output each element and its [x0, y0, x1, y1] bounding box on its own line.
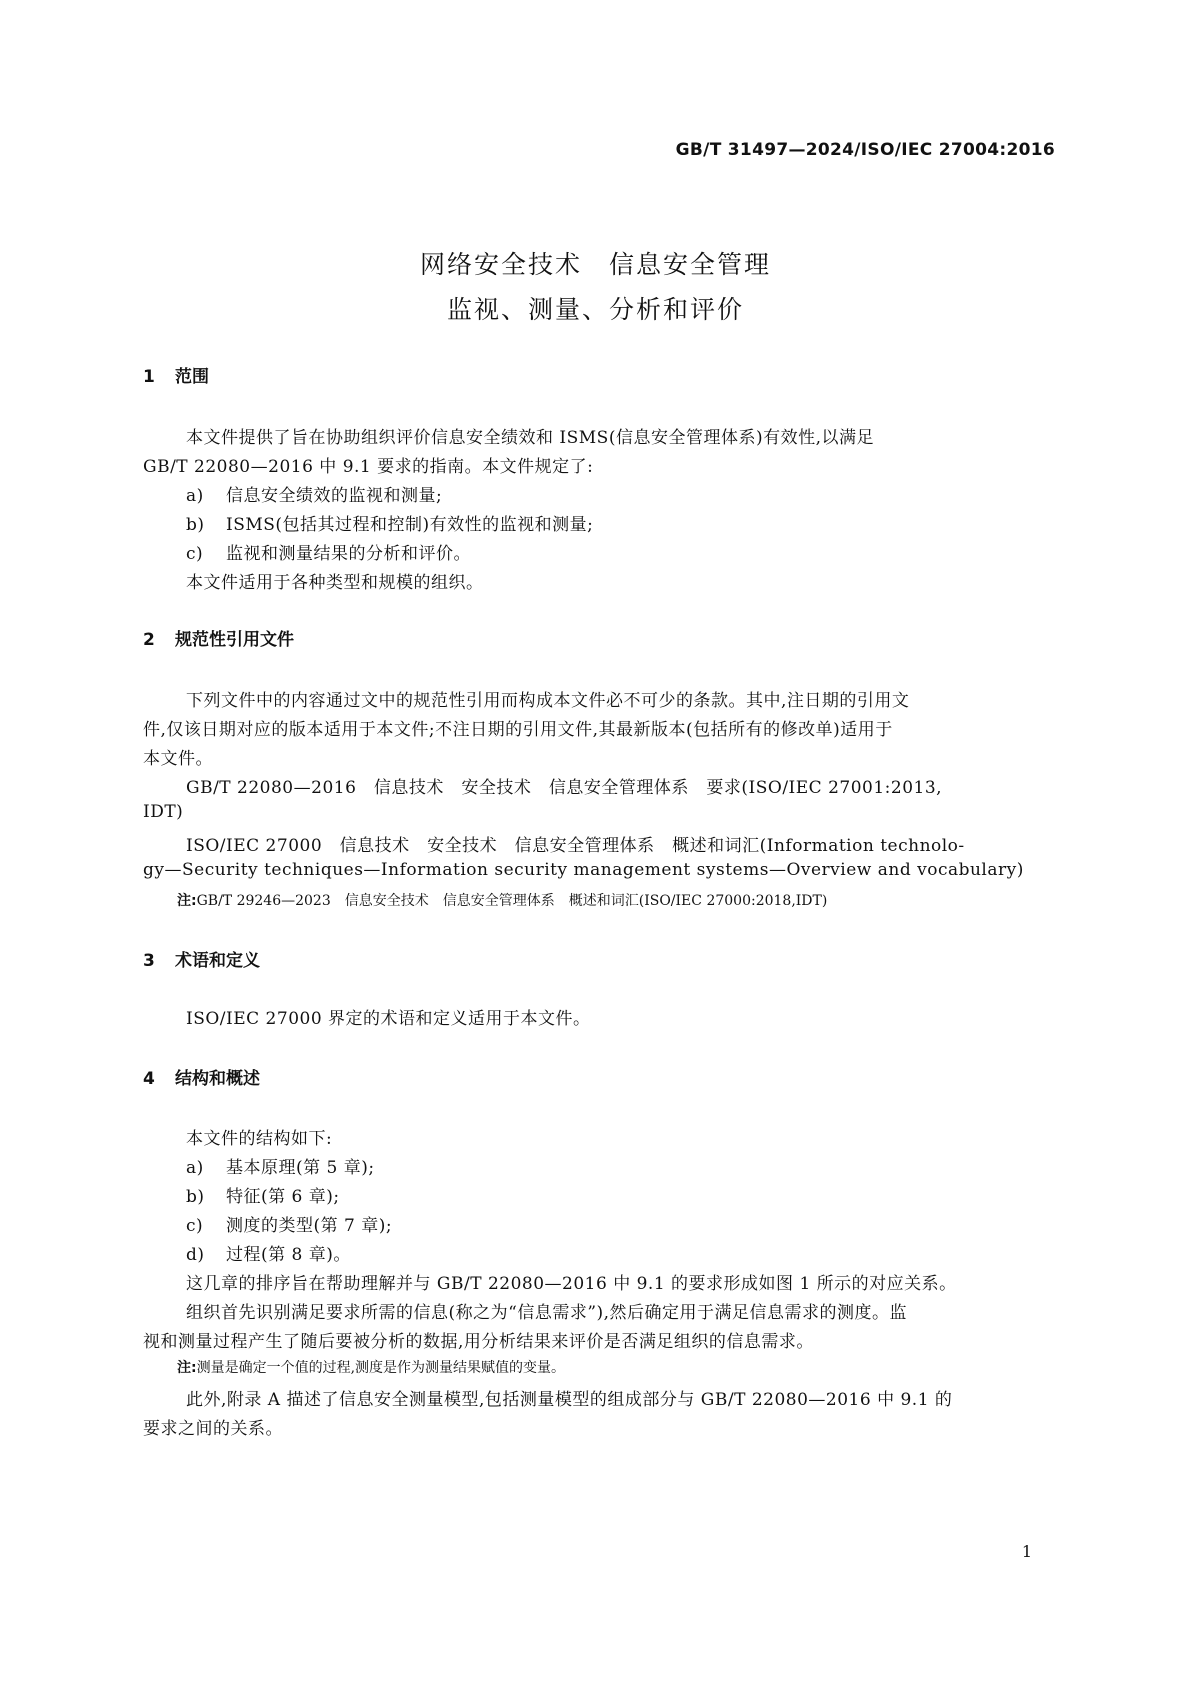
note-label: 注: [177, 893, 197, 909]
note-label: 注: [177, 1360, 197, 1376]
document-title-line-2: 监视、测量、分析和评价 [446, 295, 744, 324]
paragraph: 件,仅该日期对应的版本适用于本文件;不注日期的引用文件,其最新版本(包括所有的修改单)适用于 [143, 720, 893, 740]
paragraph: ISO/IEC 27000 界定的术语和定义适用于本文件。 [186, 1009, 591, 1029]
section-number: 3 [143, 951, 155, 971]
paragraph: 本文件的结构如下: [186, 1129, 333, 1149]
list-item [186, 1153, 375, 1178]
list-marker: a) [186, 1158, 204, 1178]
document-title-line-1: 网络安全技术 信息安全管理 [419, 250, 771, 279]
section-2-heading [143, 625, 294, 650]
list-item [186, 481, 442, 506]
list-item-text: ISMS(包括其过程和控制)有效性的监视和测量; [226, 515, 594, 535]
list-item [186, 1211, 392, 1236]
list-item-text: 监视和测量结果的分析和评价。 [226, 544, 471, 564]
list-marker: b) [186, 515, 205, 535]
paragraph: 这几章的排序旨在帮助理解并与 GB/T 22080—2016 中 9.1 的要求形成如图 1 所示的对应关系。 [186, 1274, 957, 1294]
paragraph: 组织首先识别满足要求所需的信息(称之为“信息需求”),然后确定用于满足信息需求的测度。监 [186, 1303, 908, 1323]
list-marker: c) [186, 544, 204, 564]
reference-entry: GB/T 22080—2016 信息技术 安全技术 信息安全管理体系 要求(ISO/IEC 27001:2013, [186, 778, 943, 798]
paragraph: 要求之间的关系。 [143, 1419, 283, 1439]
list-marker: c) [186, 1216, 204, 1236]
list-marker: b) [186, 1187, 205, 1207]
list-item-text: 基本原理(第 5 章); [226, 1158, 375, 1178]
page-number: 1 [1021, 1542, 1032, 1561]
reference-entry: gy—Security techniques—Information security management systems—Overview and vocabulary) [143, 860, 1024, 880]
paragraph: 本文件提供了旨在协助组织评价信息安全绩效和 ISMS(信息安全管理体系)有效性,以满足 [186, 428, 874, 448]
paragraph: GB/T 22080—2016 中 9.1 要求的指南。本文件规定了: [143, 457, 594, 477]
paragraph: 此外,附录 A 描述了信息安全测量模型,包括测量模型的组成部分与 GB/T 22080—2016 中 9.1 的 [186, 1390, 953, 1410]
list-item [186, 1240, 351, 1265]
list-marker: a) [186, 486, 204, 506]
section-4-heading [143, 1064, 260, 1089]
section-title: 术语和定义 [175, 951, 260, 971]
list-item-text: 过程(第 8 章)。 [226, 1245, 351, 1265]
paragraph: 本文件适用于各种类型和规模的组织。 [186, 573, 484, 593]
standard-code: GB/T 31497—2024/ISO/IEC 27004:2016 [675, 140, 1055, 160]
note [177, 890, 827, 910]
note-text: GB/T 29246—2023 信息安全技术 信息安全管理体系 概述和词汇(ISO/IEC 27000:2018,IDT) [196, 893, 828, 909]
reference-entry: ISO/IEC 27000 信息技术 安全技术 信息安全管理体系 概述和词汇(Information technolo- [186, 836, 965, 856]
section-3-heading [143, 946, 260, 971]
section-number: 2 [143, 630, 155, 650]
section-title: 结构和概述 [175, 1069, 260, 1089]
section-number: 4 [143, 1069, 155, 1089]
note-text: 测量是确定一个值的过程,测度是作为测量结果赋值的变量。 [196, 1360, 566, 1376]
reference-entry: IDT) [143, 802, 184, 822]
list-item [186, 1182, 340, 1207]
section-number: 1 [143, 367, 155, 387]
list-item [186, 510, 593, 535]
list-item-text: 测度的类型(第 7 章); [226, 1216, 393, 1236]
note [177, 1357, 565, 1377]
list-item-text: 信息安全绩效的监视和测量; [226, 486, 443, 506]
paragraph: 视和测量过程产生了随后要被分析的数据,用分析结果来评价是否满足组织的信息需求。 [143, 1332, 814, 1352]
paragraph: 下列文件中的内容通过文中的规范性引用而构成本文件必不可少的条款。其中,注日期的引用文 [186, 691, 910, 711]
section-title: 范围 [175, 367, 209, 387]
list-item [186, 539, 471, 564]
section-1-heading [143, 362, 209, 387]
list-marker: d) [186, 1245, 205, 1265]
paragraph: 本文件。 [143, 749, 213, 769]
list-item-text: 特征(第 6 章); [226, 1187, 340, 1207]
section-title: 规范性引用文件 [175, 630, 294, 650]
